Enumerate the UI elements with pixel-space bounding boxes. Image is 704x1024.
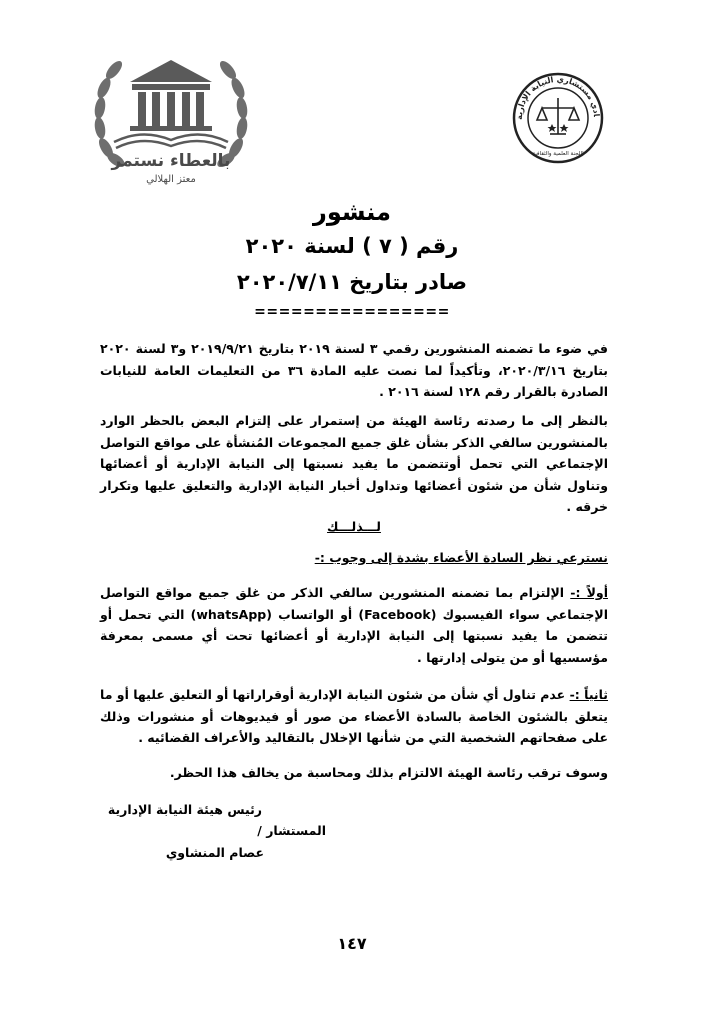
club-seal-logo: [512, 72, 604, 164]
open-book-icon: [114, 134, 228, 148]
scales-of-justice-icon: [537, 98, 579, 134]
therefore-heading: لـــذلـــك: [327, 519, 381, 534]
closing-paragraph: وسوف ترقب رئاسة الهيئة الالتزام بذلك ومحاسبة من يخالف هذا الحظر.: [169, 765, 608, 780]
separator: ================: [254, 304, 450, 320]
paragraph-reference: في ضوء ما تضمنه المنشورين رقمي ٣ لسنة ٢٠١٩ بتاريخ ٢٠١٩/٩/٢١ و٣ لسنة ٢٠٢٠ بتاريخ ٢٠٢٠/٣/١٦، وتأكيداً لما نصت عليه المادة ٣٦ من التعليمات العامة للنيابات الصادرة بالقرار رقم ١٢٨ لسنة ٢٠١٦ .: [100, 341, 609, 399]
organization-logo: [92, 38, 250, 188]
item-text: الإلتزام بما تضمنه المنشورين سالفي الذكر من غلق جميع مواقع التواصل الإجتماعي سواء الفيسبوك (Facebook) أو الواتساب (whatsApp) التي تحمل أو تتضمن ما يفيد نسبتها إلى النيابة الإدارية أو أعضائها تحت أي مسمى بمعرفة مؤسسيها أو من يتولى إدارتها .: [100, 585, 608, 665]
directive-item-1: [100, 582, 608, 668]
item-marker: ثانياً :-: [569, 687, 609, 702]
item-marker: أولاً :-: [570, 585, 608, 600]
document-title: منشور: [313, 198, 391, 226]
directive-item-2: [100, 684, 608, 749]
decree-number: رقم ( ٧ ) لسنة ٢٠٢٠: [245, 234, 459, 258]
courthouse-icon: [130, 60, 212, 131]
signature-role: رئيس هيئة النيابة الإدارية: [107, 802, 262, 817]
page-number: ١٤٧: [337, 934, 367, 953]
directive-heading: نسترعي نظر السادة الأعضاء بشدة إلى وجوب :-: [314, 550, 608, 565]
signature-title: المستشار /: [257, 823, 326, 838]
item-text: عدم تناول أي شأن من شئون النيابة الإدارية أوقراراتها أو التعليق عليها أو ما يتعلق بالشئون الخاصة بالسادة الأعضاء من صور أو فيديوهات أو منشورات وذلك على صفحاتهم الشخصية التي من شأنها الإخلال بالتقاليد والأعراف القضائيه .: [100, 687, 608, 745]
seal-bottom-text: اللجنة العلمية والثقافية: [532, 151, 584, 157]
signature-name: عصام المنشاوي: [165, 845, 264, 860]
logo-subcaption: معتز الهلالي: [146, 174, 196, 185]
logo-caption: بالعطاء نستمر: [111, 151, 231, 171]
seal-ring-text: ادي مستشاري النيابة الإدارية: [514, 74, 601, 120]
paragraph-context: بالنظر إلى ما رصدته رئاسة الهيئة من إستمرار على إلتزام البعض بالحظر الوارد بالمنشورين سالفي الذكر بشأن غلق جميع المجموعات المُنشأة على مواقع التواصل الإجتماعي التي تحمل أوتتضمن ما يفيد نسبتها إلى النيابة الإدارية أو أعضائها وتناول شأن من شئون أعضائها وتداول أخبار النيابة الإدارية والتعليق عليها وتكرار خرقه .: [100, 413, 608, 514]
issue-date: صادر بتاريخ ٢٠٢٠/٧/١١: [236, 270, 468, 294]
